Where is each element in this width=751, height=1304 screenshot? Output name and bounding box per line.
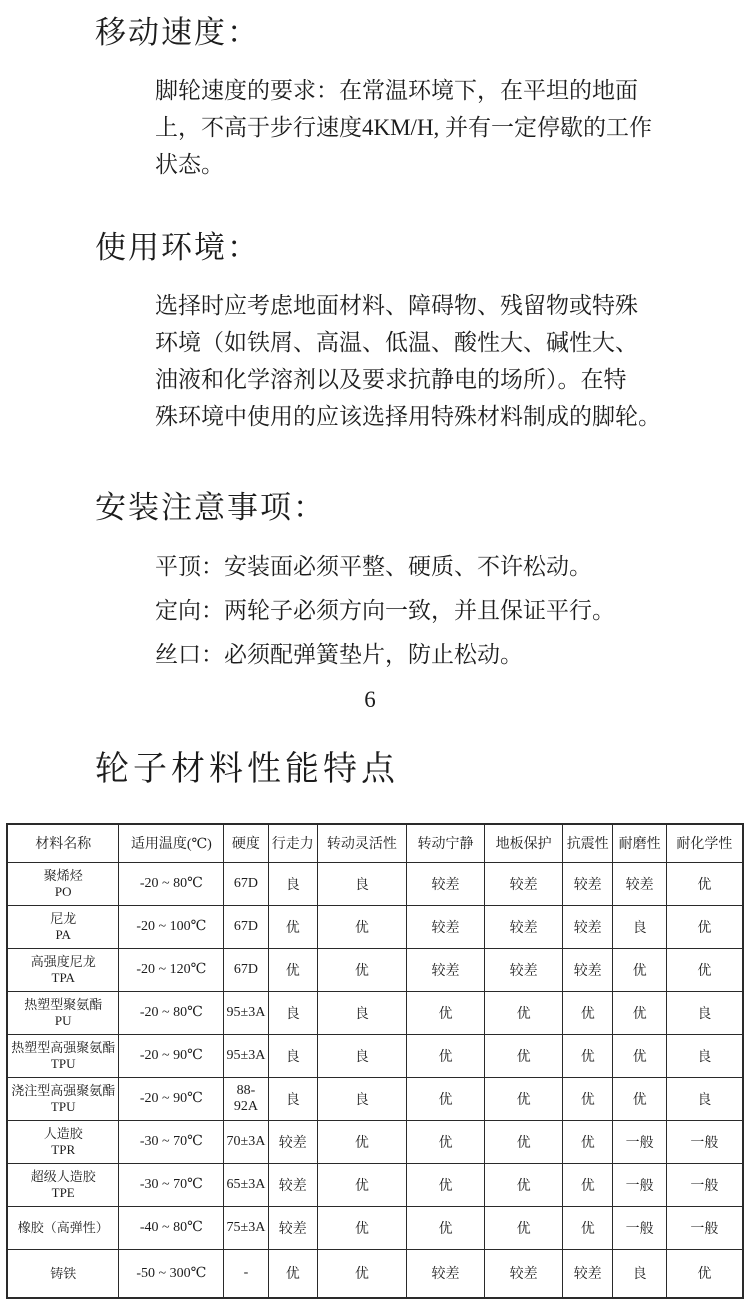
material-cell [7, 1249, 119, 1298]
shock-resistance-cell: 较差 [562, 1249, 612, 1298]
material-name: 热塑型高强聚氨酯 [11, 1040, 116, 1055]
temperature-cell: -20 ~ 90℃ [119, 1077, 224, 1120]
section-heading-installation-notes: 安装注意事项： [95, 490, 326, 525]
shock-resistance-cell: 优 [562, 1120, 612, 1163]
material-cell [7, 1077, 119, 1120]
walking-force-cell: 良 [268, 1077, 317, 1120]
wear-resistance-cell: 一般 [613, 1163, 666, 1206]
table-row-tpr [7, 1120, 743, 1163]
temperature-cell: -20 ~ 90℃ [119, 1034, 224, 1077]
chemical-resistance-cell: 良 [666, 1077, 743, 1120]
table-row-cast-iron [7, 1249, 743, 1298]
floor-protection-cell: 较差 [485, 1249, 563, 1298]
material-code: TPU [50, 1056, 76, 1071]
paragraph-line: 状态。 [155, 152, 224, 177]
walking-force-cell: 优 [268, 1249, 317, 1298]
material-name: 橡胶（高弹性） [17, 1220, 109, 1235]
material-cell [7, 1120, 119, 1163]
walking-force-cell: 优 [268, 948, 317, 991]
wear-resistance-cell: 优 [613, 948, 666, 991]
material-code: PA [55, 927, 71, 942]
walking-force-cell: 较差 [268, 1120, 317, 1163]
temperature-cell: -20 ~ 80℃ [119, 862, 224, 905]
turning-flexibility-cell: 良 [318, 1077, 407, 1120]
hardness-cell: 67D [224, 905, 268, 948]
walking-force-cell: 较差 [268, 1163, 317, 1206]
shock-resistance-cell: 优 [562, 1206, 612, 1249]
temperature-cell: -20 ~ 120℃ [119, 948, 224, 991]
header-chemical-resistance: 耐化学性 [666, 824, 743, 862]
paragraph-installation-notes [155, 545, 721, 677]
chemical-resistance-cell: 优 [666, 1249, 743, 1298]
floor-protection-cell: 优 [485, 991, 563, 1034]
turning-flexibility-cell: 优 [318, 1163, 407, 1206]
paragraph-line: 选择时应考虑地面材料、障碍物、残留物或特殊 [155, 293, 638, 318]
walking-force-cell: 优 [268, 905, 317, 948]
material-cell [7, 1163, 119, 1206]
walking-force-cell: 良 [268, 862, 317, 905]
shock-resistance-cell: 优 [562, 1034, 612, 1077]
material-name: 超级人造胶 [30, 1169, 96, 1184]
turning-quietness-cell: 优 [406, 1077, 485, 1120]
header-walking-force: 行走力 [268, 824, 317, 862]
turning-quietness-cell: 较差 [406, 905, 485, 948]
floor-protection-cell: 优 [485, 1120, 563, 1163]
material-name: 聚烯烃 [43, 868, 83, 883]
page-number: 6 [364, 687, 376, 712]
hardness-cell: 67D [224, 862, 268, 905]
walking-force-cell: 良 [268, 1034, 317, 1077]
floor-protection-cell: 较差 [485, 862, 563, 905]
install-note-fixed-direction: 定向：两轮子必须方向一致，并且保证平行。 [155, 598, 615, 623]
table-row-tpa [7, 948, 743, 991]
turning-quietness-cell: 较差 [406, 1249, 485, 1298]
header-hardness: 硬度 [224, 824, 268, 862]
paragraph-line: 殊环境中使用的应该选择用特殊材料制成的脚轮。 [155, 404, 661, 429]
section-heading-usage-environment: 使用环境： [95, 230, 260, 265]
paragraph-moving-speed [155, 72, 721, 183]
floor-protection-cell: 优 [485, 1163, 563, 1206]
turning-quietness-cell: 优 [406, 991, 485, 1034]
table-row-pa [7, 905, 743, 948]
hardness-cell: 70±3A [224, 1120, 268, 1163]
turning-flexibility-cell: 优 [318, 905, 407, 948]
floor-protection-cell: 较差 [485, 905, 563, 948]
hardness-cell: 65±3A [224, 1163, 268, 1206]
paragraph-line: 环境（如铁屑、高温、低温、酸性大、碱性大、 [155, 330, 638, 355]
wear-resistance-cell: 优 [613, 991, 666, 1034]
turning-flexibility-cell: 良 [318, 862, 407, 905]
header-material-name: 材料名称 [7, 824, 119, 862]
material-name: 高强度尼龙 [30, 954, 96, 969]
shock-resistance-cell: 较差 [562, 948, 612, 991]
header-temperature-range: 适用温度(℃) [119, 824, 224, 862]
turning-quietness-cell: 优 [406, 1034, 485, 1077]
shock-resistance-cell: 优 [562, 1163, 612, 1206]
turning-quietness-cell: 优 [406, 1120, 485, 1163]
turning-flexibility-cell: 优 [318, 1206, 407, 1249]
paragraph-usage-environment [155, 287, 721, 435]
install-note-flat-top: 平顶：安装面必须平整、硬质、不许松动。 [155, 554, 592, 579]
turning-flexibility-cell: 良 [318, 991, 407, 1034]
table-row-tpe [7, 1163, 743, 1206]
hardness-cell: - [224, 1249, 268, 1298]
material-code: PU [54, 1013, 72, 1028]
material-code: TPA [51, 970, 75, 985]
material-name: 铸铁 [50, 1265, 77, 1281]
shock-resistance-cell: 优 [562, 991, 612, 1034]
table-row-po [7, 862, 743, 905]
turning-flexibility-cell: 优 [318, 948, 407, 991]
floor-protection-cell: 优 [485, 1206, 563, 1249]
table-title: 轮子材料性能特点 [95, 751, 399, 788]
turning-quietness-cell: 优 [406, 1206, 485, 1249]
walking-force-cell: 较差 [268, 1206, 317, 1249]
turning-quietness-cell: 优 [406, 1163, 485, 1206]
section-heading-moving-speed: 移动速度： [95, 15, 260, 50]
wear-resistance-cell: 良 [613, 1249, 666, 1298]
hardness-cell: 88-92A [224, 1077, 268, 1120]
turning-flexibility-cell: 优 [318, 1120, 407, 1163]
turning-quietness-cell: 较差 [406, 862, 485, 905]
table-row-tpu-cast [7, 1077, 743, 1120]
material-cell [7, 991, 119, 1034]
paragraph-line: 上，不高于步行速度4KM/H, 并有一定停歇的工作 [155, 115, 653, 140]
install-note-threaded: 丝口：必须配弹簧垫片，防止松动。 [155, 642, 523, 667]
material-code: TPE [51, 1185, 75, 1200]
turning-flexibility-cell: 优 [318, 1249, 407, 1298]
material-name: 浇注型高强聚氨酯 [11, 1083, 116, 1098]
material-cell [7, 948, 119, 991]
temperature-cell: -20 ~ 100℃ [119, 905, 224, 948]
material-name: 人造胶 [43, 1126, 83, 1141]
material-cell [7, 1206, 119, 1249]
temperature-cell: -50 ~ 300℃ [119, 1249, 224, 1298]
material-cell [7, 862, 119, 905]
floor-protection-cell: 优 [485, 1077, 563, 1120]
wear-resistance-cell: 一般 [613, 1120, 666, 1163]
chemical-resistance-cell: 良 [666, 991, 743, 1034]
material-name: 热塑型聚氨酯 [24, 997, 103, 1012]
temperature-cell: -20 ~ 80℃ [119, 991, 224, 1034]
temperature-cell: -30 ~ 70℃ [119, 1163, 224, 1206]
wear-resistance-cell: 优 [613, 1034, 666, 1077]
table-row-rubber [7, 1206, 743, 1249]
temperature-cell: -30 ~ 70℃ [119, 1120, 224, 1163]
temperature-cell: -40 ~ 80℃ [119, 1206, 224, 1249]
hardness-cell: 95±3A [224, 1034, 268, 1077]
header-turning-quietness: 转动宁静 [406, 824, 485, 862]
floor-protection-cell: 优 [485, 1034, 563, 1077]
shock-resistance-cell: 较差 [562, 905, 612, 948]
walking-force-cell: 良 [268, 991, 317, 1034]
header-wear-resistance: 耐磨性 [613, 824, 666, 862]
table-header-row [7, 824, 743, 862]
wear-resistance-cell: 一般 [613, 1206, 666, 1249]
material-code: TPR [51, 1142, 76, 1157]
material-code: PO [54, 884, 72, 899]
material-cell [7, 905, 119, 948]
hardness-cell: 67D [224, 948, 268, 991]
header-turning-flexibility: 转动灵活性 [318, 824, 407, 862]
chemical-resistance-cell: 一般 [666, 1206, 743, 1249]
paragraph-line: 油液和化学溶剂以及要求抗静电的场所）。在特 [155, 367, 627, 392]
shock-resistance-cell: 较差 [562, 862, 612, 905]
paragraph-line: 脚轮速度的要求：在常温环境下，在平坦的地面 [155, 78, 638, 103]
shock-resistance-cell: 优 [562, 1077, 612, 1120]
wear-resistance-cell: 优 [613, 1077, 666, 1120]
turning-quietness-cell: 较差 [406, 948, 485, 991]
wear-resistance-cell: 较差 [613, 862, 666, 905]
chemical-resistance-cell: 良 [666, 1034, 743, 1077]
hardness-cell: 75±3A [224, 1206, 268, 1249]
material-cell [7, 1034, 119, 1077]
turning-flexibility-cell: 良 [318, 1034, 407, 1077]
material-performance-table [6, 823, 744, 1299]
chemical-resistance-cell: 优 [666, 862, 743, 905]
chemical-resistance-cell: 一般 [666, 1163, 743, 1206]
header-floor-protection: 地板保护 [485, 824, 563, 862]
floor-protection-cell: 较差 [485, 948, 563, 991]
chemical-resistance-cell: 优 [666, 948, 743, 991]
header-shock-resistance: 抗震性 [562, 824, 612, 862]
table-row-pu [7, 991, 743, 1034]
material-code: TPU [50, 1099, 76, 1114]
chemical-resistance-cell: 一般 [666, 1120, 743, 1163]
material-name: 尼龙 [50, 911, 77, 926]
wear-resistance-cell: 良 [613, 905, 666, 948]
table-row-tpu-thermo [7, 1034, 743, 1077]
chemical-resistance-cell: 优 [666, 905, 743, 948]
hardness-cell: 95±3A [224, 991, 268, 1034]
